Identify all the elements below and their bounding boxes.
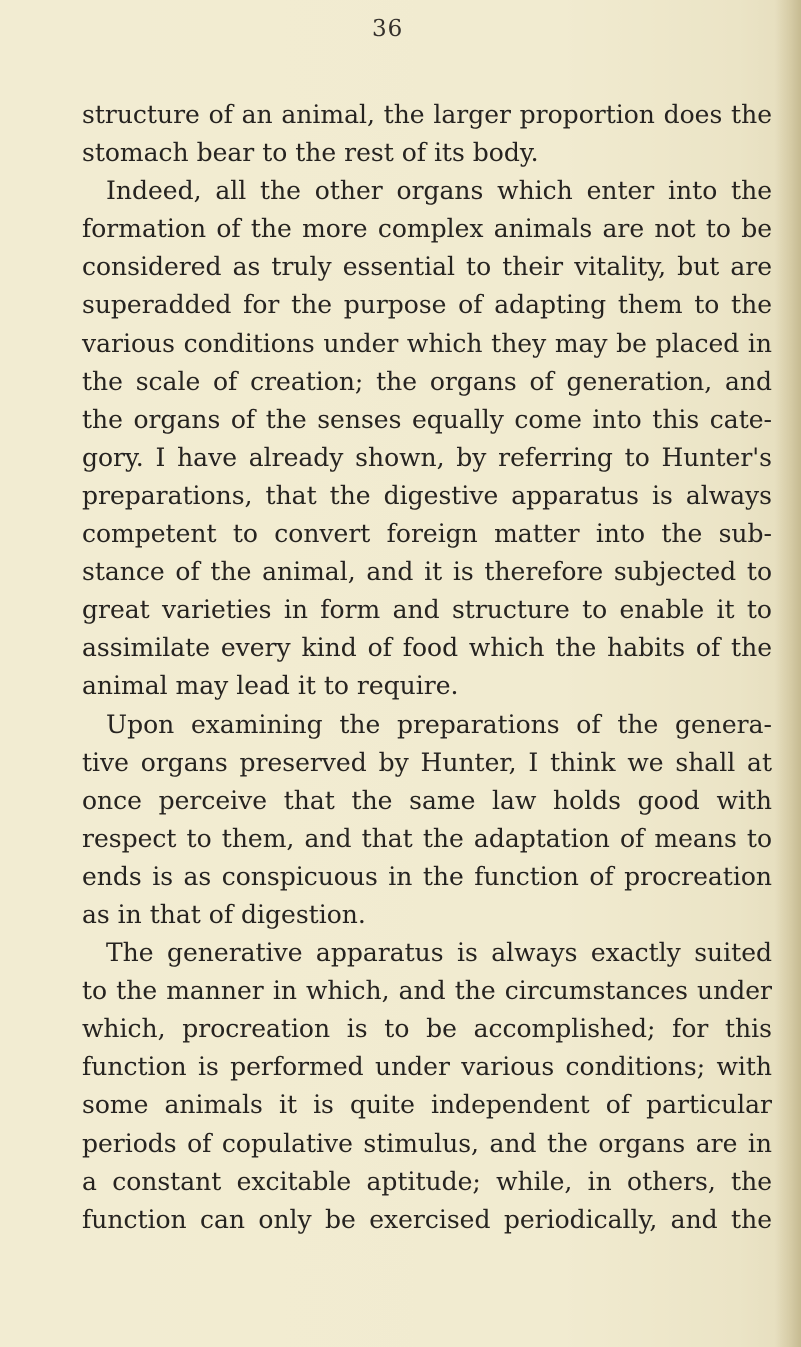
text-line: some animals it is quite independent of particular	[82, 1090, 772, 1120]
text-line: the scale of creation; the organs of generation, and	[82, 366, 772, 396]
text-line: a constant excitable aptitude; while, in others, the	[82, 1166, 772, 1196]
text-line: the organs of the senses equally come into this cate-	[82, 404, 772, 434]
text-line: various conditions under which they may be placed in	[82, 328, 772, 358]
text-line: animal may lead it to require.	[82, 671, 459, 701]
text-line: superadded for the purpose of adapting them to the	[82, 290, 772, 320]
text-line: tive organs preserved by Hunter, I think we shall at	[82, 747, 772, 777]
text-line: great varieties in form and structure to enable it to	[82, 595, 772, 625]
text-line: stomach bear to the rest of its body.	[82, 138, 539, 168]
text-line: respect to them, and that the adaptation of means to	[82, 823, 772, 853]
text-line: stance of the animal, and it is therefore subjected to	[82, 557, 772, 587]
text-line: gory. I have already shown, by referring to Hunter's	[82, 442, 772, 472]
text-line: formation of the more complex animals are not to be	[82, 214, 772, 244]
text-line: which, procreation is to be accomplished; for this	[82, 1014, 772, 1044]
text-line: assimilate every kind of food which the habits of the	[82, 633, 772, 663]
text-line: considered as truly essential to their vitality, but are	[82, 252, 772, 282]
text-line: preparations, that the digestive apparatus is always	[82, 480, 772, 510]
text-line: ends is as conspicuous in the function of procreation	[82, 861, 772, 891]
text-line: as in that of digestion.	[82, 899, 366, 929]
text-line: Upon examining the preparations of the genera-	[106, 709, 772, 739]
text-line: The generative apparatus is always exactly suited	[106, 938, 772, 968]
text-line: periods of copulative stimulus, and the organs are in	[82, 1128, 772, 1158]
page-number: 36	[372, 16, 404, 42]
text-line: to the manner in which, and the circumstances under	[82, 976, 772, 1006]
text-line: structure of an animal, the larger proportion does the	[82, 100, 772, 129]
text-line: competent to convert foreign matter into the sub-	[82, 519, 772, 549]
body-text	[82, 96, 772, 1239]
text-line: once perceive that the same law holds good with	[82, 785, 772, 815]
page-edge-shadow	[775, 0, 801, 1347]
text-line: Indeed, all the other organs which enter into the	[106, 176, 772, 206]
text-line: function can only be exercised periodically, and the	[82, 1204, 772, 1234]
text-line: function is performed under various conditions; with	[82, 1052, 772, 1082]
